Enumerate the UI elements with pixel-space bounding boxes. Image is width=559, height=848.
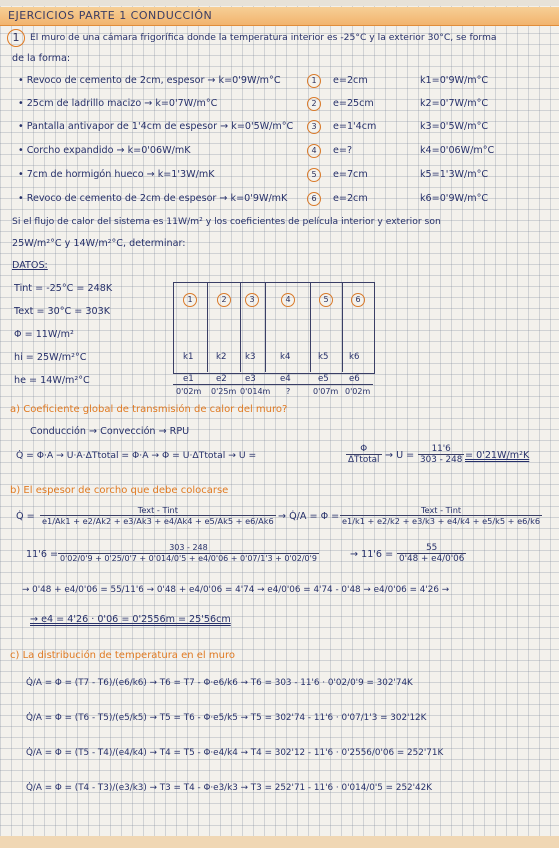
part-b-qa-num: Text - Tint <box>340 505 542 516</box>
problem-intro-2: de la forma: <box>12 53 71 64</box>
part-c-row-1: Q̇/A = Φ = (T7 - T6)/(e6/k6) → T6 = T7 - Φ·e6/k6 → T6 = 303 - 11'6 · 0'02/0'9 = 302'74K <box>26 678 413 688</box>
layer-desc-3: • Pantalla antivapor de 1'4cm de espesor → k=0'5W/m°C <box>18 121 294 132</box>
dato-flux: Φ = 11W/m² <box>14 329 74 340</box>
diagram-e1: e1 <box>183 374 194 384</box>
diagram-k3: k3 <box>245 352 256 362</box>
dato-he: he = 14W/m²°C <box>14 375 90 386</box>
part-a-frac2-den: 303 - 248 <box>420 455 463 465</box>
problem-question-2: 25W/m²°C y 14W/m²°C, determinar: <box>12 238 186 249</box>
part-b-q-lhs: Q̇ = <box>16 511 35 522</box>
layer-desc-2: • 25cm de ladrillo macizo → k=0'7W/m°C <box>18 98 218 109</box>
part-c-row-2: Q̇/A = Φ = (T6 - T5)/(e5/k5) → T5 = T6 - Φ·e5/k5 → T5 = 302'74 - 11'6 · 0'07/1'3 = 302'12K <box>26 713 427 723</box>
layer-k-2: k2=0'7W/m°C <box>420 98 489 109</box>
diagram-thick-5: 0'07m <box>313 387 339 396</box>
diagram-k5: k5 <box>318 352 329 362</box>
diagram-k4: k4 <box>280 352 291 362</box>
part-b-l2-den2: 0'48 + e4/0'06 <box>399 554 465 564</box>
part-b-qa-lhs: → Q̇/A = Φ = <box>278 511 340 522</box>
part-a-line1: Conducción → Convección → RPU <box>30 426 190 437</box>
diagram-thick-3: 0'014m <box>240 387 271 396</box>
problem-question-1: Si el flujo de calor del sistema es 11W/m² y los coeficientes de película interior y exterior son <box>12 216 441 227</box>
layer-thickness-6: e=2cm <box>333 193 368 204</box>
part-b-l2-mid: → 11'6 = <box>350 549 394 560</box>
diagram-thick-6: 0'02m <box>345 387 371 396</box>
part-b-l2-lhs: 11'6 = <box>26 549 59 560</box>
part-b-line3: → 0'48 + e4/0'06 = 55/11'6 → 0'48 + e4/0'06 = 4'74 → e4/0'06 = 4'74 - 0'48 → e4/0'06 = 4'26 → <box>22 585 450 595</box>
diagram-layer-3: 3 <box>245 293 259 307</box>
diagram-layer-1: 1 <box>183 293 197 307</box>
layer-number-1: 1 <box>307 74 321 88</box>
part-c-title: c) La distribución de temperatura en el muro <box>10 650 235 661</box>
layer-k-3: k3=0'5W/m°C <box>420 121 489 132</box>
page-top-edge <box>0 0 559 6</box>
diagram-e2: e2 <box>216 374 227 384</box>
layer-number-6: 6 <box>307 192 321 206</box>
part-a-fraction-2 <box>418 444 464 465</box>
diagram-layer-2: 2 <box>217 293 231 307</box>
page-header <box>0 7 559 26</box>
part-b-l2-den: 0'02/0'9 + 0'25/0'7 + 0'014/0'5 + e4/0'06 + 0'07/1'3 + 0'02/0'9 <box>60 554 317 563</box>
layer-k-4: k4=0'06W/m°C <box>420 145 495 156</box>
part-b-l2-num2: 55 <box>397 543 466 554</box>
part-c-row-4: Q̇/A = Φ = (T4 - T3)/(e3/k3) → T3 = T4 - Φ·e3/k3 → T3 = 252'71 - 11'6 · 0'014/0'5 = 252'42K <box>26 783 433 793</box>
diagram-e3: e3 <box>245 374 256 384</box>
part-a-result: = 0'21W/m²K <box>465 450 530 461</box>
diagram-e6: e6 <box>349 374 360 384</box>
diagram-layer-5: 5 <box>319 293 333 307</box>
part-a-frac1-den: ΔTtotal <box>348 455 380 465</box>
diagram-e4: e4 <box>280 374 291 384</box>
diagram-e5: e5 <box>318 374 329 384</box>
wall-divider <box>310 282 311 372</box>
dato-text: Text = 30°C = 303K <box>14 306 110 317</box>
diagram-k1: k1 <box>183 352 194 362</box>
problem-number: 1 <box>7 29 25 47</box>
layer-thickness-3: e=1'4cm <box>333 121 377 132</box>
part-a-line2: Q̇ = Φ·A → U·A·ΔTtotal = Φ·A → Φ = U·ΔTtotal → U = <box>16 450 257 461</box>
layer-desc-6: • Revoco de cemento de 2cm de espesor → k=0'9W/mK <box>18 193 288 204</box>
part-b-qa-fraction <box>340 505 542 526</box>
layer-desc-4: • Corcho expandido → k=0'06W/mK <box>18 145 191 156</box>
layer-thickness-2: e=25cm <box>333 98 374 109</box>
diagram-layer-6: 6 <box>351 293 365 307</box>
diagram-k6: k6 <box>349 352 360 362</box>
layer-number-5: 5 <box>307 168 321 182</box>
part-a-frac2-num: 11'6 <box>418 444 464 455</box>
layer-number-3: 3 <box>307 120 321 134</box>
diagram-k2: k2 <box>216 352 227 362</box>
thickness-dimension-line <box>173 384 373 385</box>
layer-number-4: 4 <box>307 144 321 158</box>
part-a-mid: → U = <box>385 450 415 461</box>
part-b-l2-num: 303 - 248 <box>58 543 319 554</box>
part-c-row-3: Q̇/A = Φ = (T5 - T4)/(e4/k4) → T4 = T5 - Φ·e4/k4 → T4 = 302'12 - 11'6 · 0'2556/0'06 = 252'71K <box>26 748 444 758</box>
layer-thickness-1: e=2cm <box>333 75 368 86</box>
diagram-thick-4: ? <box>286 387 291 396</box>
diagram-layer-4: 4 <box>281 293 295 307</box>
layer-k-1: k1=0'9W/m°C <box>420 75 489 86</box>
part-b-q-num: Text - Tint <box>40 505 276 516</box>
page-title: EJERCICIOS PARTE 1 CONDUCCIÓN <box>8 9 213 22</box>
layer-k-5: k5=1'3W/m°C <box>420 169 489 180</box>
diagram-thick-1: 0'02m <box>176 387 202 396</box>
part-a-fraction-1 <box>346 444 382 465</box>
diagram-thick-2: 0'25m <box>211 387 237 396</box>
layer-thickness-5: e=7cm <box>333 169 368 180</box>
part-b-q-fraction <box>40 505 276 526</box>
datos-label: DATOS: <box>12 260 48 271</box>
layer-number-2: 2 <box>307 97 321 111</box>
wall-divider <box>207 282 208 372</box>
dato-tint: Tint = -25°C = 248K <box>14 283 113 294</box>
wall-divider <box>240 282 241 372</box>
layer-thickness-4: e=? <box>333 145 353 156</box>
page-bottom-edge <box>0 836 559 848</box>
part-a-title: a) Coeficiente global de transmisión de calor del muro? <box>10 404 288 415</box>
part-b-q-den: e1/Ak1 + e2/Ak2 + e3/Ak3 + e4/Ak4 + e5/Ak5 + e6/Ak6 <box>42 516 274 526</box>
layer-desc-5: • 7cm de hormigón hueco → k=1'3W/mK <box>18 169 215 180</box>
part-b-line4: → e4 = 4'26 · 0'06 = 0'2556m = 25'56cm <box>30 614 231 625</box>
part-a-frac1-num: Φ <box>346 444 382 455</box>
wall-diagram <box>173 282 375 374</box>
part-b-l2-fraction <box>58 543 319 564</box>
problem-intro-1: El muro de una cámara frigorífica donde la temperatura interior es -25°C y la exterior 30°C, se forma <box>30 32 497 43</box>
layer-k-6: k6=0'9W/m°C <box>420 193 489 204</box>
wall-divider <box>265 282 266 372</box>
part-b-qa-den: e1/k1 + e2/k2 + e3/k3 + e4/k4 + e5/k5 + e6/k6 <box>342 516 541 526</box>
part-b-title: b) El espesor de corcho que debe colocarse <box>10 485 229 496</box>
part-b-l2-fraction-2 <box>397 543 466 564</box>
dato-hi: hi = 25W/m²°C <box>14 352 87 363</box>
wall-divider <box>342 282 343 372</box>
layer-desc-1: • Revoco de cemento de 2cm, espesor → k=0'9W/m°C <box>18 75 281 86</box>
